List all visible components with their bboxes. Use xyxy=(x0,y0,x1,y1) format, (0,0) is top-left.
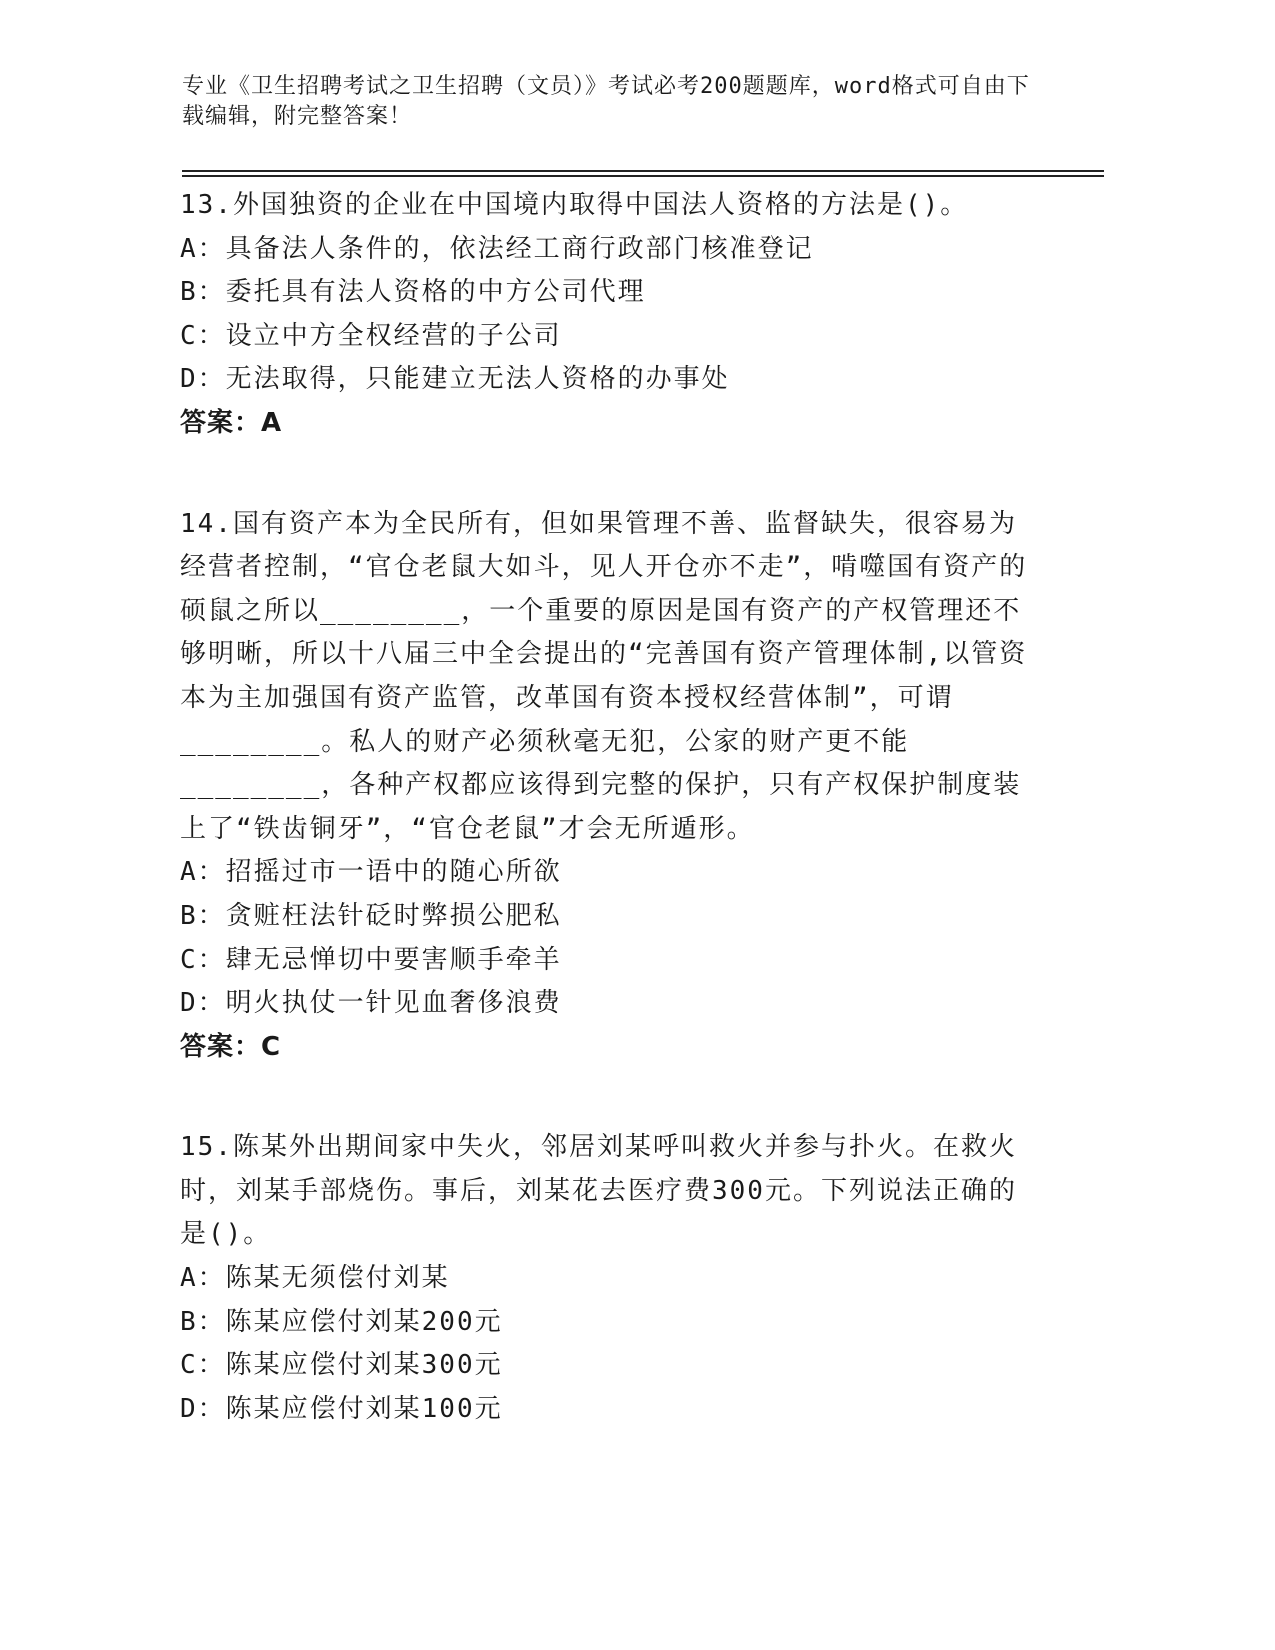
option-b: B：贪赃枉法针砭时弊损公肥私 xyxy=(180,900,562,931)
header-divider-top xyxy=(182,170,1104,172)
option-d: D：陈某应偿付刘某100元 xyxy=(180,1393,503,1424)
option-a: A：陈某无须偿付刘某 xyxy=(180,1263,450,1294)
question-stem: 14.国有资产本为全民所有，但如果管理不善、监督缺失，很容易为经营者控制，“官仓老鼠大如斗，见人开仓亦不走”，啃噬国有资产的硕鼠之所以________，一个重要的原因是国有资产的产权管理还不够明晰，所以十八届三中全会提出的“完善国有资产管理体制,以管资本为主加强国有资产监管，改革国有资本授权经营体制”，可谓________。私人的财产必须秋毫无犯，公家的财产更不能________，各种产权都应该得到完整的保护，只有产权保护制度装上了“铁齿铜牙”，“官仓老鼠”才会无所遁形。 xyxy=(180,508,1028,844)
option-c: C：肆无忌惮切中要害顺手牵羊 xyxy=(180,944,562,975)
question-stem: 15.陈某外出期间家中失火，邻居刘某呼叫救火并参与扑火。在救火时，刘某手部烧伤。事后，刘某花去医疗费300元。下列说法正确的是()。 xyxy=(180,1132,1017,1250)
option-c: C：设立中方全权经营的子公司 xyxy=(180,320,562,351)
option-b: B：委托具有法人资格的中方公司代理 xyxy=(180,277,646,308)
question-14 xyxy=(180,503,1040,1070)
document-header: 专业《卫生招聘考试之卫生招聘（文员）》考试必考200题题库，word格式可自由下载编辑，附完整答案！ xyxy=(182,74,1030,129)
header-divider-bottom xyxy=(182,175,1104,177)
question-15 xyxy=(180,1126,1040,1431)
answer-label: 答案：C xyxy=(180,1031,282,1062)
option-a: A：具备法人条件的，依法经工商行政部门核准登记 xyxy=(180,233,814,264)
question-stem: 13.外国独资的企业在中国境内取得中国法人资格的方法是()。 xyxy=(180,190,969,220)
option-b: B：陈某应偿付刘某200元 xyxy=(180,1306,503,1337)
question-13 xyxy=(180,184,1040,446)
option-a: A：招摇过市一语中的随心所欲 xyxy=(180,857,562,888)
option-d: D：无法取得，只能建立无法人资格的办事处 xyxy=(180,364,730,395)
option-c: C：陈某应偿付刘某300元 xyxy=(180,1350,503,1381)
option-d: D：明火执仗一针见血奢侈浪费 xyxy=(180,988,562,1019)
answer-label: 答案：A xyxy=(180,407,283,438)
question-list xyxy=(180,184,1040,1488)
